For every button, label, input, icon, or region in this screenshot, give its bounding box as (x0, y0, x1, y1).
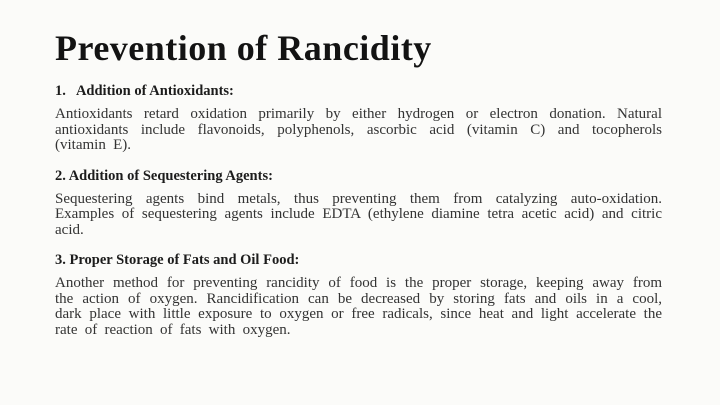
section-addition-of-sequestering-agents (55, 169, 663, 238)
section-heading: 1. Addition of Antioxidants: (55, 83, 234, 100)
section-body: Sequestering agents bind metals, thus preventing them from catalyzing auto-oxidation. Examples of sequestering agents include EDTA (ethylene diamine tetra acetic acid) and citric acid. (55, 190, 662, 238)
slide-title: Prevention of Rancidity (55, 28, 432, 68)
section-body: Antioxidants retard oxidation primarily by either hydrogen or electron donation. Natural antioxidants include flavonoids, polyphenols, ascorbic acid (vitamin C) and tocopherols (vitamin E). (55, 106, 662, 154)
section-proper-storage-of-fats-and-oil-food (55, 253, 663, 338)
section-addition-of-antioxidants (55, 84, 663, 153)
section-heading: 3. Proper Storage of Fats and Oil Food: (55, 252, 300, 269)
section-heading: 2. Addition of Sequestering Agents: (55, 167, 273, 184)
section-body: Another method for preventing rancidity of food is the proper storage, keeping away from the action of oxygen. Rancidification can be decreased by storing fats and oils in a cool, dark place with little exposure to oxygen or free radicals, since heat and light accelerate the rate of reaction of fats with oxygen. (55, 275, 662, 338)
